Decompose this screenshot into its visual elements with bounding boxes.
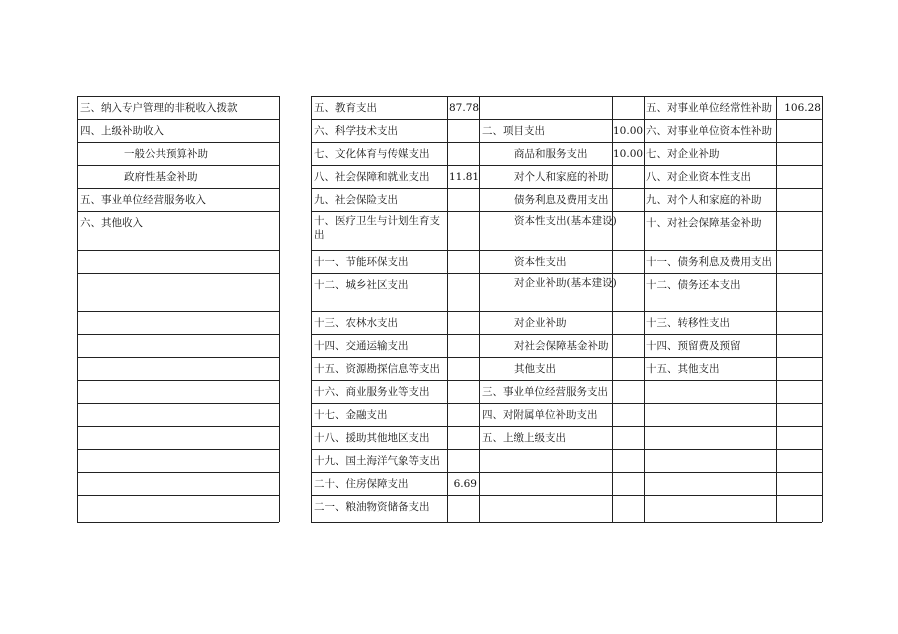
economic-row-label: 七、对企业补助: [646, 148, 720, 160]
grid-line-h: [77, 165, 279, 166]
project-row-label: 二、项目支出: [482, 125, 545, 137]
grid-line-h: [644, 426, 822, 427]
grid-line-h: [77, 495, 279, 496]
grid-line-v: [776, 96, 777, 522]
grid-line-h: [479, 142, 644, 143]
grid-line-h: [77, 188, 279, 189]
grid-line-h: [311, 188, 479, 189]
project-row-label: 对社会保障基金补助: [514, 340, 609, 352]
economic-row-label: 十四、预留费及预留: [646, 340, 741, 352]
function-row-label: 二一、粮油物资储备支出: [314, 501, 430, 513]
function-row-label: 八、社会保障和就业支出: [314, 171, 430, 183]
grid-line-h: [479, 311, 644, 312]
grid-line-h: [311, 119, 479, 120]
grid-line-h: [479, 250, 644, 251]
grid-line-h: [644, 449, 822, 450]
economic-row-label: 十二、债务还本支出: [646, 279, 741, 291]
grid-line-h: [479, 96, 644, 97]
grid-line-h: [644, 273, 822, 274]
income-row-label: 六、其他收入: [80, 217, 143, 229]
grid-line-h: [77, 403, 279, 404]
grid-line-h: [77, 96, 279, 97]
grid-line-h: [77, 472, 279, 473]
grid-line-h: [311, 273, 479, 274]
grid-line-h: [311, 380, 479, 381]
grid-line-h: [479, 211, 644, 212]
function-row-label: 十、医疗卫生与计划生育支出: [314, 215, 440, 241]
income-row-label: 五、事业单位经营服务收入: [80, 194, 206, 206]
grid-line-h: [644, 334, 822, 335]
function-row-value: 6.69: [453, 478, 477, 490]
grid-line-h: [311, 522, 479, 523]
project-row-label: 四、对附属单位补助支出: [482, 409, 598, 421]
project-row-label: 商品和服务支出: [514, 148, 588, 160]
grid-line-h: [479, 357, 644, 358]
grid-line-h: [311, 96, 479, 97]
project-row-label: 债务利息及费用支出: [514, 194, 609, 206]
economic-row-value: 106.28: [784, 102, 821, 114]
grid-line-h: [644, 165, 822, 166]
grid-line-h: [311, 142, 479, 143]
project-row-label: 资本性支出(基本建设): [514, 215, 617, 227]
function-row-label: 七、文化体育与传媒支出: [314, 148, 430, 160]
function-row-label: 十六、商业服务业等支出: [314, 386, 430, 398]
grid-line-h: [479, 188, 644, 189]
grid-line-h: [644, 522, 822, 523]
project-row-label: 其他支出: [514, 363, 556, 375]
grid-line-h: [77, 273, 279, 274]
grid-line-h: [644, 311, 822, 312]
grid-line-h: [311, 165, 479, 166]
grid-line-h: [644, 472, 822, 473]
function-row-label: 十四、交通运输支出: [314, 340, 409, 352]
function-row-value: 87.78: [449, 102, 480, 114]
income-row-label: 三、纳入专户管理的非税收入拨款: [80, 102, 238, 114]
grid-line-h: [644, 119, 822, 120]
grid-line-h: [479, 522, 644, 523]
grid-line-h: [311, 357, 479, 358]
function-row-label: 十一、节能环保支出: [314, 256, 409, 268]
function-row-label: 二十、住房保障支出: [314, 478, 409, 490]
grid-line-h: [311, 426, 479, 427]
income-row-label: 政府性基金补助: [124, 171, 198, 183]
grid-line-h: [479, 165, 644, 166]
project-row-value: 10.00: [613, 148, 644, 160]
grid-line-h: [479, 273, 644, 274]
function-row-label: 十八、援助其他地区支出: [314, 432, 430, 444]
income-row-label: 四、上级补助收入: [80, 125, 164, 137]
function-row-label: 五、教育支出: [314, 102, 377, 114]
function-row-label: 十三、农林水支出: [314, 317, 398, 329]
grid-line-v: [77, 96, 78, 522]
grid-line-h: [479, 334, 644, 335]
grid-line-h: [644, 380, 822, 381]
grid-line-v: [644, 96, 645, 522]
economic-row-label: 十三、转移性支出: [646, 317, 730, 329]
economic-row-label: 八、对企业资本性支出: [646, 171, 751, 183]
grid-line-h: [77, 142, 279, 143]
grid-line-h: [479, 495, 644, 496]
economic-row-label: 五、对事业单位经常性补助: [646, 102, 772, 114]
function-row-value: 11.81: [449, 171, 480, 183]
grid-line-h: [644, 188, 822, 189]
economic-row-label: 十一、债务利息及费用支出: [646, 256, 772, 268]
function-row-label: 六、科学技术支出: [314, 125, 398, 137]
grid-line-h: [479, 403, 644, 404]
grid-line-v: [479, 96, 480, 522]
grid-line-v: [447, 96, 448, 522]
grid-line-h: [644, 357, 822, 358]
grid-line-h: [479, 119, 644, 120]
grid-line-h: [77, 357, 279, 358]
grid-line-h: [644, 211, 822, 212]
project-row-label: 对个人和家庭的补助: [514, 171, 609, 183]
grid-line-v: [822, 96, 823, 522]
project-row-label: 三、事业单位经营服务支出: [482, 386, 608, 398]
grid-line-h: [479, 449, 644, 450]
economic-row-label: 六、对事业单位资本性补助: [646, 125, 772, 137]
grid-line-h: [77, 426, 279, 427]
grid-line-h: [311, 211, 479, 212]
grid-line-h: [77, 380, 279, 381]
function-row-label: 九、社会保险支出: [314, 194, 398, 206]
grid-line-h: [311, 334, 479, 335]
grid-line-h: [311, 495, 479, 496]
grid-line-h: [77, 334, 279, 335]
grid-line-h: [644, 142, 822, 143]
grid-line-h: [311, 472, 479, 473]
grid-line-h: [77, 311, 279, 312]
economic-row-label: 九、对个人和家庭的补助: [646, 194, 762, 206]
grid-line-h: [644, 250, 822, 251]
project-row-label: 五、上缴上级支出: [482, 432, 566, 444]
economic-row-label: 十、对社会保障基金补助: [646, 217, 762, 229]
grid-line-h: [479, 472, 644, 473]
economic-row-label: 十五、其他支出: [646, 363, 720, 375]
function-row-label: 十七、金融支出: [314, 409, 388, 421]
function-row-label: 十九、国土海洋气象等支出: [314, 455, 440, 467]
project-row-value: 10.00: [613, 125, 644, 137]
income-row-label: 一般公共预算补助: [124, 148, 208, 160]
grid-line-h: [311, 250, 479, 251]
grid-line-h: [77, 449, 279, 450]
project-row-label: 对企业补助: [514, 317, 567, 329]
project-row-label: 对企业补助(基本建设): [514, 277, 617, 289]
function-row-label: 十二、城乡社区支出: [314, 279, 409, 291]
grid-line-h: [311, 403, 479, 404]
grid-line-h: [479, 380, 644, 381]
grid-line-h: [644, 403, 822, 404]
grid-line-h: [77, 211, 279, 212]
grid-line-h: [479, 426, 644, 427]
grid-line-h: [311, 449, 479, 450]
grid-line-h: [77, 119, 279, 120]
grid-line-h: [644, 96, 822, 97]
grid-line-h: [644, 495, 822, 496]
grid-line-h: [77, 522, 279, 523]
grid-line-h: [311, 311, 479, 312]
project-row-label: 资本性支出: [514, 256, 567, 268]
grid-line-h: [77, 250, 279, 251]
function-row-label: 十五、资源勘探信息等支出: [314, 363, 440, 375]
